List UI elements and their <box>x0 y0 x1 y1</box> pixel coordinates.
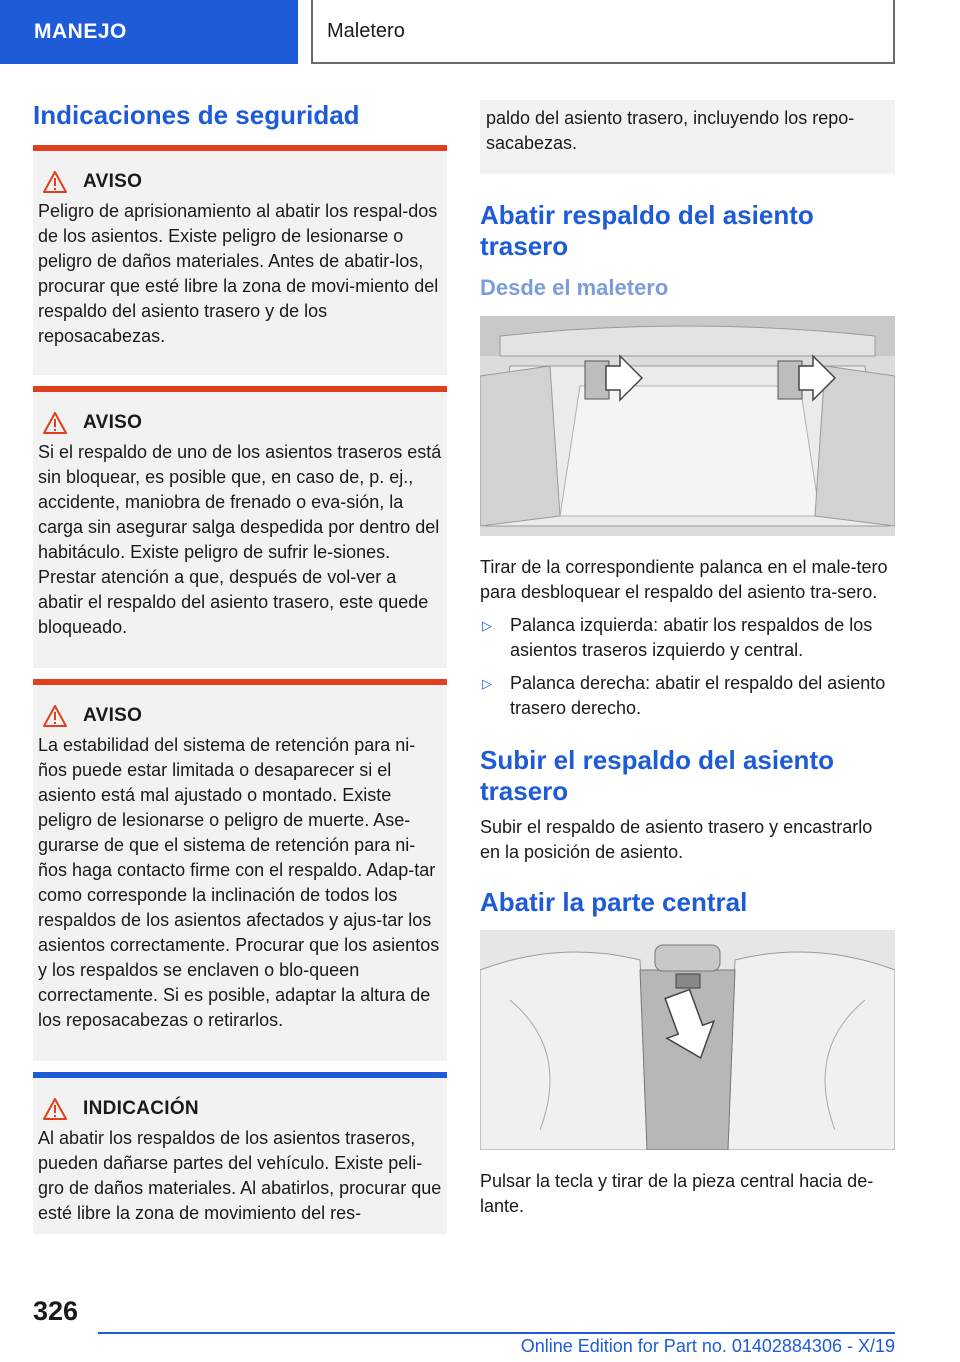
continuation-text: paldo del asiento trasero, incluyendo los repo-sacabezas. <box>486 108 855 153</box>
fold-center-title: Abatir la parte central <box>480 887 748 917</box>
warning-box <box>33 679 447 1061</box>
center-section-text: Pulsar la tecla y tirar de la pieza central hacia de-lante. <box>480 1171 874 1216</box>
section-label: Maletero <box>327 19 405 42</box>
raise-backrest-title: Subir el respaldo del asiento trasero <box>480 745 834 806</box>
warning-box <box>33 145 447 375</box>
fold-backrest-title: Abatir respaldo del asiento trasero <box>480 200 814 261</box>
bullet-triangle-icon: ▷ <box>482 618 492 633</box>
warning-text: Si el respaldo de uno de los asientos traseros está sin bloquear, es posible que, en caso de, p. ej., accidente, maniobra de frenado o eva-sión, la carga sin asegurar salga despedida por dentro del habitáculo. Existe peligro de sufrir le-siones. Prestar atención a que, después de vol-ver a abatir el respaldo del asiento trasero, este quede bloqueado. <box>38 442 442 637</box>
safety-title: Indicaciones de seguridad <box>33 100 360 130</box>
warning-triangle-icon <box>43 705 67 727</box>
warning-triangle-icon <box>43 171 67 193</box>
edition-footer: Online Edition for Part no. 01402884306 - X/19 <box>520 1336 895 1356</box>
from-trunk-subtitle: Desde el maletero <box>480 275 669 300</box>
trunk-instruction: Tirar de la correspondiente palanca en el male-tero para desbloquear el respaldo del asiento tra-sero. <box>480 557 888 602</box>
warning-label: AVISO <box>83 171 143 192</box>
list-item <box>480 613 895 663</box>
list-item <box>480 671 895 721</box>
list-item-text: Palanca derecha: abatir el respaldo del asiento trasero derecho. <box>510 673 886 718</box>
notice-text: Al abatir los respaldos de los asientos traseros, pueden dañarse partes del vehículo. Existe peli-gro de daños materiales. Al abatirlos, procurar que esté libre la zona de movimiento del res- <box>38 1128 442 1223</box>
continuation-panel <box>480 100 895 174</box>
warning-box <box>33 386 447 668</box>
chapter-label: MANEJO <box>34 20 127 43</box>
bullet-triangle-icon: ▷ <box>482 676 492 691</box>
chapter-tab <box>0 0 298 64</box>
trunk-release-levers-figure <box>480 316 895 536</box>
warning-text: Peligro de aprisionamiento al abatir los respal-dos de los asientos. Existe peligro de lesionarse o peligro de daños materiales. Antes de abatir-los, procurar que esté libre la zona de movi-miento del respaldo del asiento trasero y de los reposacabezas. <box>38 201 439 346</box>
notice-label: INDICACIÓN <box>83 1098 199 1119</box>
warning-label: AVISO <box>83 412 143 433</box>
warning-label: AVISO <box>83 705 143 726</box>
notice-box <box>33 1072 447 1234</box>
page-number: 326 <box>33 1296 79 1326</box>
center-section-figure <box>480 930 895 1150</box>
left-column <box>33 100 447 1234</box>
footer-divider <box>98 1332 895 1334</box>
warning-triangle-icon <box>43 1098 67 1120</box>
warning-text: La estabilidad del sistema de retención para ni-ños puede estar limitada o desaparecer si el asiento está mal ajustado o montado. Existe peligro de lesionarse o peligro de muerte. Ase-gurarse de que el sistema de retención para ni-ños haga contacto firme con el respaldo. Adap-tar como corresponde la inclinación de todos los respaldos de los asientos afectados y ajus-tar los asientos correctamente. Procurar que los asientos y los respaldos se enclaven o blo-queen correctamente. Si es posible, adaptar la altura de los reposacabezas o retirarlos. <box>38 735 440 1030</box>
list-item-text: Palanca izquierda: abatir los respaldos de los asientos traseros izquierdo y central. <box>510 615 873 660</box>
right-column <box>480 100 895 1219</box>
warning-triangle-icon <box>43 412 67 434</box>
raise-backrest-text: Subir el respaldo de asiento trasero y encastrarlo en la posición de asiento. <box>480 817 873 862</box>
section-header <box>311 0 895 64</box>
